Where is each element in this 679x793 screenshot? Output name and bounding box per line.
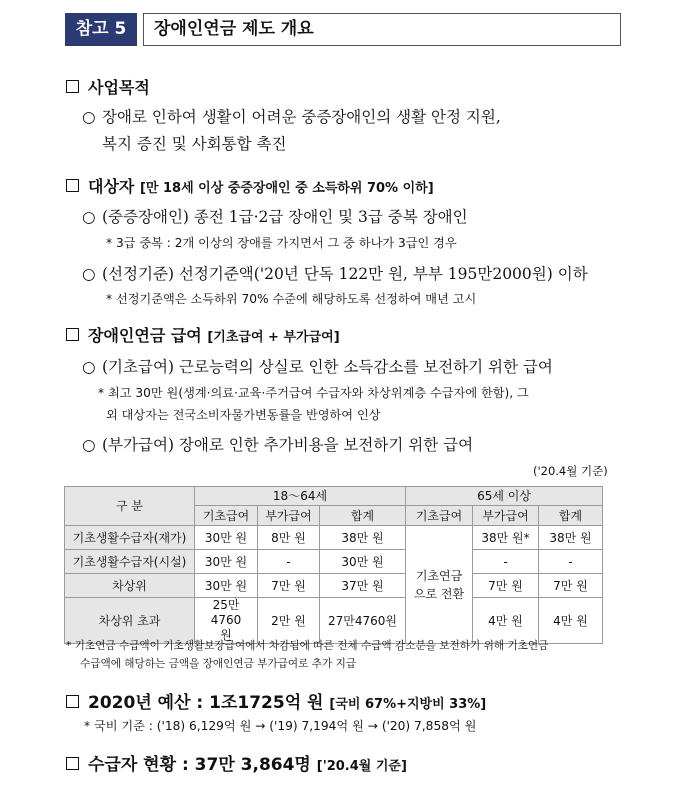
cell-total-65: - [539,550,603,574]
table-footnote-b: 수급액에 해당하는 금액을 장애인연금 부가급여로 추가 지급 [80,658,357,670]
circle-bullet-icon: ○ [82,265,96,283]
header-age-65-plus: 65세 이상 [406,487,603,506]
checkbox-square-icon [66,179,79,192]
cell-total: 37만 원 [320,574,406,598]
cell-extra: 7만 원 [258,574,320,598]
purpose-heading-text: 사업목적 [88,78,150,97]
cell-basic: 25만 4760원 [195,598,258,644]
circle-bullet-icon: ○ [82,436,96,454]
cell-basic: 30만 원 [195,574,258,598]
benefit-heading [66,323,340,346]
benefit-heading-text: 장애인연금 급여 [88,326,202,345]
cell-total-65: 38만 원 [539,526,603,550]
cell-total: 30만 원 [320,550,406,574]
budget-subheading: [국비 67%+지방비 33%] [329,697,487,712]
circle-bullet-icon: ○ [82,358,96,376]
section-tag: 참고 5 [65,13,137,46]
cell-basic: 30만 원 [195,550,258,574]
benefit-item-1-text: (기초급여) 근로능력의 상실로 인한 소득감소를 보전하기 위한 급여 [102,358,553,376]
header-category: 구 분 [65,487,195,526]
checkbox-square-icon [66,80,79,93]
benefit-note-1b: 외 대상자는 전국소비자물가변동률을 반영하여 인상 [106,408,381,422]
circle-bullet-icon: ○ [82,108,96,126]
checkbox-square-icon [66,328,79,341]
header-total: 합계 [320,506,406,526]
purpose-heading [66,75,150,98]
purpose-line-1 [82,105,501,127]
cell-total-65: 7만 원 [539,574,603,598]
target-item-1-text: (중증장애인) 종전 1급·2급 장애인 및 3급 중복 장애인 [102,208,468,226]
row-label: 차상위 [65,574,195,598]
checkbox-square-icon [66,695,79,708]
table-header-row [65,487,603,506]
row-label: 기초생활수급자(재가) [65,526,195,550]
row-label: 차상위 초과 [65,598,195,644]
target-heading [66,174,434,197]
benefit-subheading: [기초급여 + 부가급여] [207,330,340,345]
target-heading-text: 대상자 [88,177,135,196]
cell-extra: 2만 원 [258,598,320,644]
cell-extra-65: - [473,550,539,574]
target-item-2 [82,262,588,284]
recipients-heading [66,750,407,775]
cell-total-65: 4만 원 [539,598,603,644]
header-extra-65: 부가급여 [473,506,539,526]
row-label: 기초생활수급자(시설) [65,550,195,574]
header-basic: 기초급여 [195,506,258,526]
cell-extra: - [258,550,320,574]
header-extra: 부가급여 [258,506,320,526]
budget-heading-text: 2020년 예산 : 1조1725억 원 [88,693,324,713]
as-of-date: ('20.4월 기준) [533,464,608,478]
table-row [65,550,603,574]
budget-heading [66,688,486,713]
recipients-heading-text: 수급자 현황 : 37만 3,864명 [88,755,311,775]
purpose-line-2: 복지 증진 및 사회통합 촉진 [102,135,287,153]
page-title: 장애인연금 제도 개요 [143,13,621,46]
table-row [65,598,603,644]
benefit-note-1a: * 최고 30만 원(생계·의료·교육·주거급여 수급자와 차상위계층 수급자에 한함), 그 [98,386,529,400]
budget-note: * 국비 기준 : ('18) 6,129억 원 → ('19) 7,194억 원 → ('20) 7,858억 원 [84,719,477,733]
header-total-65: 합계 [539,506,603,526]
target-note-1: * 3급 중복 : 2개 이상의 장애를 가지면서 그 중 하나가 3급인 경우 [106,236,457,250]
cell-basic: 30만 원 [195,526,258,550]
header-basic-65: 기초급여 [406,506,473,526]
benefit-table [64,486,603,644]
cell-extra: 8만 원 [258,526,320,550]
purpose-line-1-text: 장애로 인하여 생활이 어려운 중증장애인의 생활 안정 지원, [102,108,501,126]
target-note-2: * 선정기준액은 소득하위 70% 수준에 해당하도록 선정하여 매년 고시 [106,292,477,306]
recipients-subheading: ['20.4월 기준] [316,759,407,774]
cell-extra-65: 7만 원 [473,574,539,598]
cell-extra-65: 38만 원* [473,526,539,550]
cell-total: 38만 원 [320,526,406,550]
header-age-18-64: 18～64세 [195,487,406,506]
checkbox-square-icon [66,757,79,770]
benefit-item-1 [82,355,553,377]
table-row [65,574,603,598]
target-item-1 [82,205,468,227]
circle-bullet-icon: ○ [82,208,96,226]
cell-total: 27만4760원 [320,598,406,644]
cell-extra-65: 4만 원 [473,598,539,644]
cell-basic-65-merged: 기초연금으로 전환 [406,526,473,644]
benefit-item-2 [82,433,473,455]
target-subheading: [만 18세 이상 중증장애인 중 소득하위 70% 이하] [139,181,434,196]
table-row [65,526,603,550]
benefit-item-2-text: (부가급여) 장애로 인한 추가비용을 보전하기 위한 급여 [102,436,474,454]
table-footnote-a: * 기초연금 수급액이 기초생활보장급여에서 차감됨에 따른 전체 수급액 감소분을 보전하기 위해 기초연금 [66,640,549,652]
target-item-2-text: (선정기준) 선정기준액('20년 단독 122만 원, 부부 195만2000원) 이하 [102,265,588,283]
